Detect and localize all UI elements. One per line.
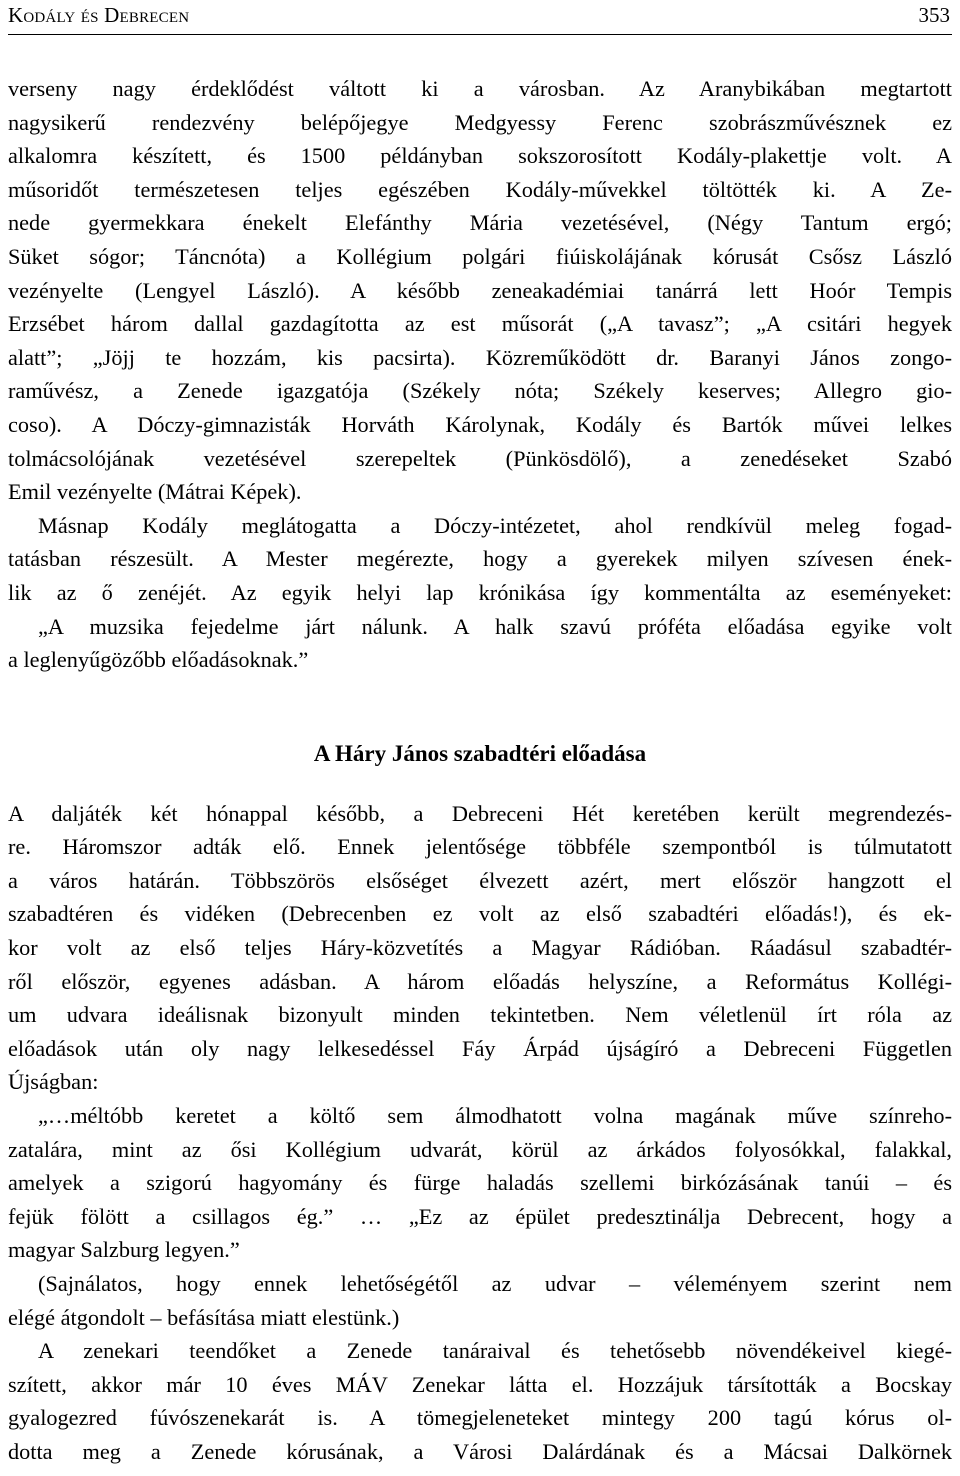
page-body [8,72,952,1469]
page-number: 353 [918,3,950,27]
paragraph-hary-janos [8,797,952,1099]
paragraph-concert [8,72,952,509]
text-line: Emil vezényelte (Mátrai Képek). [8,479,302,505]
text-line: nede gyermekkara énekelt Elefánthy Mária vezetésével, (Négy Tantum ergó; [8,210,952,236]
text-line: vezényelte (Lengyel László). A később zeneakadémiai tanárrá lett Hoór Tempis [8,277,952,303]
text-line: A daljáték két hónappal később, a Debreceni Hét keretében került megrendezés- [8,800,952,826]
section-heading: A Háry János szabadtéri előadása [313,740,647,766]
text-line: Erzsébet három dallal gazdagította az est műsorát („A tavasz”; „A csitári hegyek [8,311,952,337]
text-line: verseny nagy érdeklődést váltott ki a városban. Az Aranybikában megtartott [8,76,952,101]
text-line: „…méltóbb keretet a költő sem álmodhatott volna magának műve színreho- [38,1103,952,1129]
text-line: dotta meg a Zenede kórusának, a Városi Dalárdának és a Mácsai Dalkörnek [8,1438,952,1464]
running-head: Kodály és Debrecen [8,3,190,27]
text-line: szített, akkor már 10 éves MÁV Zenekar látta el. Hozzájuk társították a Bocskay [8,1371,952,1397]
text-line: gyalogezred fúvószenekarát is. A tömegjeleneteket mintegy 200 tagú kórus ol- [8,1405,952,1431]
text-line: nagysikerű rendezvény belépőjegye Medgyessy Ferenc szobrászművésznek ez [8,109,952,135]
block-quote [8,1099,952,1267]
text-line: Másnap Kodály meglátogatta a Dóczy-intézetet, ahol rendkívül meleg fogad- [38,512,952,538]
text-line: um udvara ideálisnak bizonyult minden tekintetben. Nem véletlenül írt róla az [8,1002,952,1028]
text-line: a leglenyűgözőbb előadásoknak.” [8,647,309,673]
text-line: elégé átgondolt – befásítása miatt elestünk.) [8,1304,400,1330]
text-line: előadások után oly nagy lelkesedéssel Fáy Árpád újságíró a Debreceni Független [8,1035,952,1061]
text-line: tatásban részesült. A Mester megérezte, hogy a gyerekek milyen szívesen ének- [8,546,952,572]
text-line: lik az ő zenéjét. Az egyik helyi lap krónikása így kommentálta az eseményeket: [8,579,952,605]
text-line: magyar Salzburg legyen.” [8,1237,240,1263]
paragraph-orchestra [8,1334,952,1468]
text-line: coso). A Dóczy-gimnazisták Horváth Károlynak, Kodály és Bartók művei lelkes [8,411,952,437]
text-line: raművész, a Zenede igazgatója (Székely nóta; Székely keserves; Allegro gio- [8,378,952,404]
text-line: re. Háromszor adták elő. Ennek jelentősége többféle szempontból is túlmutatott [8,834,952,860]
text-line: alkalomra készített, és 1500 példányban sokszorosított Kodály-plakettje volt. A [8,143,952,169]
text-line: amelyek a szigorú hagyomány és fürge haladás szellemi birkózásának tanúi – és [8,1170,952,1196]
text-line: Újságban: [8,1069,99,1095]
page-header [8,0,952,35]
text-line: alatt”; „Jöjj te hozzám, kis pacsirta). Közreműködött dr. Baranyi János zongo- [8,344,952,370]
text-line: ről először, egyenes adásban. A három előadás helyszíne, a Református Kollégi- [8,968,952,994]
text-line: fejük fölött a csillagos ég.” … „Ez az épület predesztinálja Debrecent, hogy a [8,1203,952,1229]
text-line: zatalára, mint az ősi Kollégium udvarát, körül az árkádos folyosókkal, falakkal, [8,1136,952,1162]
book-page [8,0,952,1469]
text-line: műsoridőt természetesen teljes egészében Kodály-művekkel töltötték ki. A Ze- [8,176,952,202]
text-line: tolmácsolójának vezetésével szerepeltek (Pünkösdölő), a zenedéseket Szabó [8,445,952,471]
text-line: (Sajnálatos, hogy ennek lehetőségétől az udvar – véleményem szerint nem [38,1271,952,1296]
text-line: Süket sógor; Táncnóta) a Kollégium polgári fiúiskolájának kórusát Csősz László [8,243,952,269]
paragraph-dozy-visit [8,509,952,677]
text-line: A zenekari teendőket a Zenede tanáraival és tehetősebb növendékeivel kiegé- [38,1338,952,1364]
text-line: a város határán. Többszörös elsőséget élvezett azért, mert először hangzott el [8,867,952,893]
text-line: szabadtéren és vidéken (Debrecenben ez volt az első szabadtéri előadás!), és ek- [8,901,952,927]
paragraph-aside [8,1267,952,1334]
text-line: kor volt az első teljes Háry-közvetítés a Magyar Rádióban. Ráadásul szabadtér- [8,935,952,961]
text-line: „A muzsika fejedelme járt nálunk. A halk szavú próféta előadása egyike volt [38,613,952,639]
